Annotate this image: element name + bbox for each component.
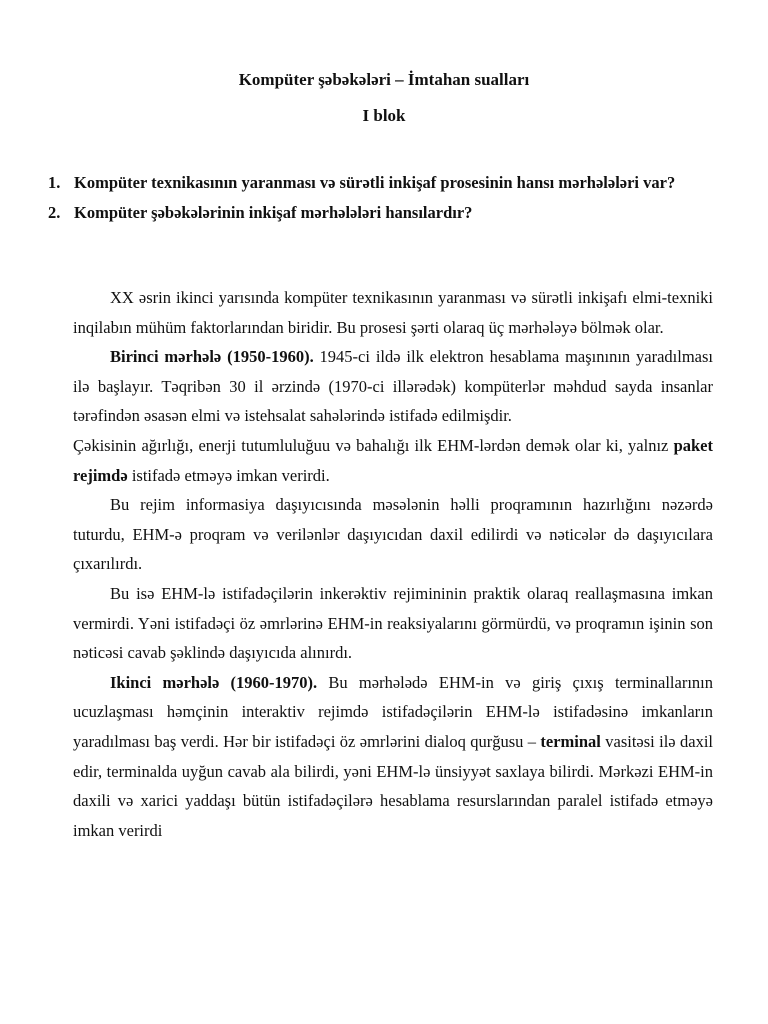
stage-two-text: Bu mərhələdə EHM-in və giriş çıxış terminallarının ucuzlaşması həmçinin interaktiv rejimdə istifadəçilərin EHM-lə istifadəsinə imkanların yaradılması baş verdi. Hər bir istifadəçi öz əmrlərini dialoq qurğusu –: [73, 672, 713, 751]
paragraph-batch-mode: [73, 431, 713, 490]
document-subtitle: I blok: [362, 106, 406, 125]
stage-two-tail: vasitəsi ilə daxil edir, terminalda uyğun cavab ala bilirdi, yəni EHM-lə ünsiyyət saxlaya bilirdi. Mərkəzi EHM-in daxili və xarici yaddaşı bütün istifadəçilərə hesablama resurslarından paralel istifadə etməyə imkan verirdi: [73, 731, 713, 840]
paragraph-interactive: Bu isə EHM-lə istifadəçilərin inkerəktiv rejimininin praktik olaraq reallaşmasına imkan vermirdi. Yəni istifadəçi öz əmrlərinə EHM-in reaksiyalarını görmürdü, və proqramın işinin son nəticəsi cavab şəklində daşıyıcıda alınırdı.: [73, 583, 713, 663]
question-number: 2.: [48, 203, 61, 222]
paragraph-stage-two: [73, 668, 713, 846]
document-title: Kompüter şəbəkələri – İmtahan sualları: [238, 70, 530, 89]
batch-mode-term: paket rejimdə: [73, 435, 713, 485]
body-text: [73, 283, 713, 845]
paragraph-stage-one: [73, 342, 713, 431]
stage-one-text: 1945-ci ildə ilk elektron hesablama maşınının yaradılması ilə başlayır. Təqribən 30 il ərzində (1970-ci illərədək) kompüterlər məhdud sayda insanlar tərəfindən əsasən elmi və istehsalat sahələrində istifadə edilmişdir.: [73, 347, 713, 426]
question-text: Kompüter şəbəkələrinin inkişaf mərhələləri hansılardır?: [74, 203, 473, 222]
question-text: Kompüter texnikasının yaranması və sürətli inkişaf prosesinin hansı mərhələləri var?: [74, 173, 676, 192]
question-item: [48, 168, 714, 198]
paragraph-intro: XX əsrin ikinci yarısında kompüter texnikasının yaranması və sürətli inkişafı elmi-texniki inqilabın mühüm faktorlarından biridir. Bu prosesi şərti olaraq üç mərhələyə bölmək olar.: [73, 288, 713, 337]
terminal-term: terminal: [540, 731, 601, 751]
paragraph-regime: Bu rejim informasiya daşıyıcısında məsələnin həlli proqramının hazırlığını nəzərdə tuturdu, EHM-ə proqram və verilənlər daşıyıcıdan daxil edilirdi və nəticələr də daşıyıcılara çıxarılırdı.: [73, 495, 713, 574]
stage-two-heading: Ikinci mərhələ (1960-1970).: [110, 672, 318, 692]
question-number: 1.: [48, 173, 61, 192]
batch-mode-text: Çəkisinin ağırlığı, enerji tutumluluğuu və bahalığı ilk EHM-lərdən demək olar ki, yalnız: [73, 435, 674, 455]
batch-mode-tail: istifadə etməyə imkan verirdi.: [127, 465, 330, 485]
question-item: [48, 198, 714, 228]
question-list: [48, 168, 714, 228]
stage-one-heading: Birinci mərhələ (1950-1960).: [110, 347, 314, 367]
